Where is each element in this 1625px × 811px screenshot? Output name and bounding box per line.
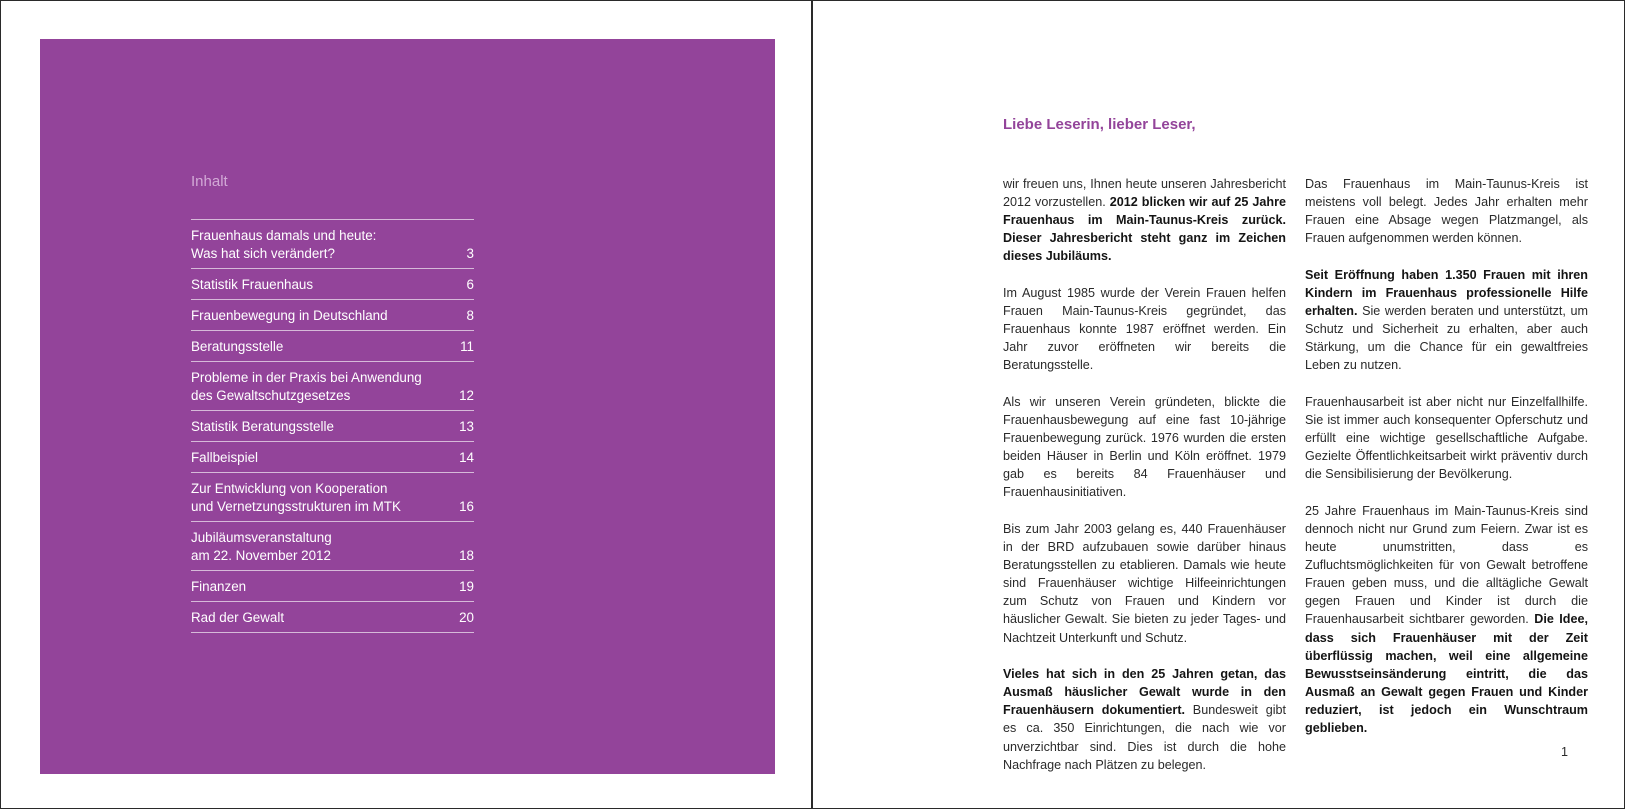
toc-entry-title <box>191 609 284 627</box>
paragraph <box>1003 665 1286 774</box>
toc-entry-title-line: am 22. November 2012 <box>191 548 331 563</box>
bold-text: Vieles hat sich in den 25 Jahren getan, das Ausmaß häuslicher Gewalt wurde in den Frauenhäusern dokumentiert. <box>1003 667 1286 718</box>
toc-entry-title <box>191 307 388 325</box>
toc-entry[interactable] <box>191 602 474 633</box>
text-run: 25 Jahre Frauenhaus im Main-Taunus-Kreis sind dennoch nicht nur Grund zum Feiern. Zwar ist es heute unumstritten, dass es Zufluchtsmöglichkeiten für von Gewalt betroffene Frauen geben muss, und die alltägliche Gewalt gegen Frauen und Kinder ist durch die Frauenhausarbeit sichtbarer geworden. <box>1305 503 1588 627</box>
text-column-left <box>1003 175 1286 792</box>
toc-entry-title <box>191 276 313 294</box>
paragraph <box>1305 393 1588 483</box>
toc-entry[interactable] <box>191 362 474 411</box>
text-run: wir freuen uns, Ihnen heute unseren Jahresbericht 2012 vorzustellen. <box>1003 177 1286 210</box>
paragraph <box>1003 393 1286 502</box>
toc-entry-title <box>191 369 422 405</box>
toc-entry[interactable] <box>191 269 474 300</box>
paragraph <box>1305 266 1588 375</box>
bold-text: 2012 blicken wir auf 25 Jahre Frauenhaus im Main-Taunus-Kreis zurück. Dieser Jahresbericht steht ganz im Zeichen dieses Jubiläums. <box>1003 195 1286 264</box>
text-run: Als wir unseren Verein gründeten, blickte die Frauenhausbewegung auf eine fast 10-jährige Frauenbewegung zurück. 1976 wurden die ersten beiden Häuser in Berlin und Köln eröffnet. 1979 gab es bereits 84 Frauenhäuser und Frauenhausinitiativen. <box>1003 394 1286 500</box>
paragraph <box>1305 175 1588 247</box>
toc-entry[interactable] <box>191 220 474 269</box>
text-run: Im August 1985 wurde der Verein Frauen helfen Frauen Main-Taunus-Kreis gegründet, das Frauenhaus konnte 1987 eröffnet werden. Ein Jahr zuvor eröffneten wir bereits die Beratungsstelle. <box>1003 285 1286 373</box>
toc-entry[interactable] <box>191 300 474 331</box>
toc-entry-title-line: Statistik Beratungsstelle <box>191 419 334 434</box>
toc-entry-title-line: Fallbeispiel <box>191 450 258 465</box>
text-run: Bis zum Jahr 2003 gelang es, 440 Frauenhäuser in der BRD aufzubauen sowie darüber hinaus Beratungsstellen zu etablieren. Damals wie heute sind Frauenhäuser wichtige Hilfeeinrichtungen zum Schutz von Frauen und Kindern vor häuslicher Gewalt. Sie bieten zu jeder Tages- und Nachtzeit Unterkunft und Schutz. <box>1003 522 1286 645</box>
toc-entry[interactable] <box>191 331 474 362</box>
toc-entry-title <box>191 529 332 565</box>
toc-entry[interactable] <box>191 411 474 442</box>
page-number: 1 <box>1561 745 1569 759</box>
toc-title: Inhalt <box>191 173 228 190</box>
toc-entry-page: 20 <box>459 610 474 625</box>
toc-entry-title-line: Was hat sich verändert? <box>191 246 335 261</box>
toc-entry-page: 12 <box>459 388 474 403</box>
toc-entry-title <box>191 449 258 467</box>
bold-text: Die Idee, dass sich Frauenhäuser mit der Zeit überflüssig machen, weil eine allgemeine Bewusstseinsänderung eintritt, die das Ausmaß an Gewalt gegen Frauen und Kinder reduziert, ist jedoch ein Wunschtraum geblieben. <box>1305 612 1588 736</box>
text-column-right <box>1305 175 1588 756</box>
right-page <box>812 0 1625 809</box>
toc-entry[interactable] <box>191 442 474 473</box>
toc-entry-title-line: und Vernetzungsstrukturen im MTK <box>191 499 401 514</box>
table-of-contents <box>191 219 474 633</box>
toc-entry-title <box>191 480 401 516</box>
paragraph <box>1003 284 1286 374</box>
toc-entry-title-line: Statistik Frauenhaus <box>191 277 314 292</box>
greeting-heading: Liebe Leserin, lieber Leser, <box>1003 116 1196 133</box>
toc-entry-page: 3 <box>466 246 474 261</box>
paragraph <box>1003 520 1286 647</box>
toc-entry-title-line: Beratungsstelle <box>191 339 284 354</box>
toc-entry-title <box>191 578 246 596</box>
toc-entry-title-line: Rad der Gewalt <box>191 610 285 625</box>
toc-entry-page: 13 <box>459 419 474 434</box>
toc-entry-page: 11 <box>460 339 474 354</box>
text-run: Das Frauenhaus im Main-Taunus-Kreis ist meistens voll belegt. Jedes Jahr erhalten mehr Frauen eine Absage wegen Platzmangel, als Frauen aufgenommen werden können. <box>1305 177 1588 246</box>
toc-entry-title-line: Probleme in der Praxis bei Anwendung <box>191 370 422 385</box>
toc-entry-title-line: Zur Entwicklung von Kooperation <box>191 481 388 496</box>
toc-entry[interactable] <box>191 473 474 522</box>
toc-entry-page: 8 <box>466 308 474 323</box>
paragraph <box>1003 175 1286 265</box>
bold-text: Seit Eröffnung haben 1.350 Frauen mit ihren Kindern im Frauenhaus professionelle Hilfe erhalten. <box>1305 267 1588 319</box>
toc-entry[interactable] <box>191 522 474 571</box>
toc-entry-title-line: Frauenhaus damals und heute: <box>191 228 377 243</box>
paragraph <box>1305 502 1588 737</box>
toc-entry-title-line: Frauenbewegung in Deutschland <box>191 308 388 323</box>
toc-entry-page: 16 <box>459 499 474 514</box>
toc-entry-title-line: Jubiläumsveranstaltung <box>191 530 332 545</box>
toc-entry[interactable] <box>191 571 474 602</box>
toc-entry-page: 14 <box>459 450 474 465</box>
toc-entry-page: 18 <box>459 548 474 563</box>
toc-entry-page: 19 <box>459 579 474 594</box>
toc-entry-title <box>191 418 334 436</box>
toc-entry-title <box>191 338 283 356</box>
text-run: Bundesweit gibt es ca. 350 Einrichtungen, die nach wie vor unverzichtbar sind. Dies ist durch die hohe Nachfrage nach Plätzen zu belegen. <box>1003 703 1286 772</box>
toc-entry-title-line: des Gewaltschutzgesetzes <box>191 388 351 403</box>
left-page <box>0 0 812 809</box>
toc-entry-title <box>191 227 376 263</box>
text-run: Sie werden beraten und unterstützt, um Schutz und Sicherheit zu erhalten, aber auch Stärkung, um die Chance für ein gewaltfreies Leben zu nutzen. <box>1305 304 1588 373</box>
text-run: Frauenhausarbeit ist aber nicht nur Einzelfallhilfe. Sie ist immer auch konsequenter Opferschutz und erfüllt eine wichtige gesellschaftliche Aufgabe. Gezielte Öffentlichkeitsarbeit wirkt präventiv durch die Sensibilisierung der Bevölkerung. <box>1305 394 1588 482</box>
toc-entry-page: 6 <box>466 277 474 292</box>
purple-panel <box>40 39 775 774</box>
toc-entry-title-line: Finanzen <box>191 579 247 594</box>
